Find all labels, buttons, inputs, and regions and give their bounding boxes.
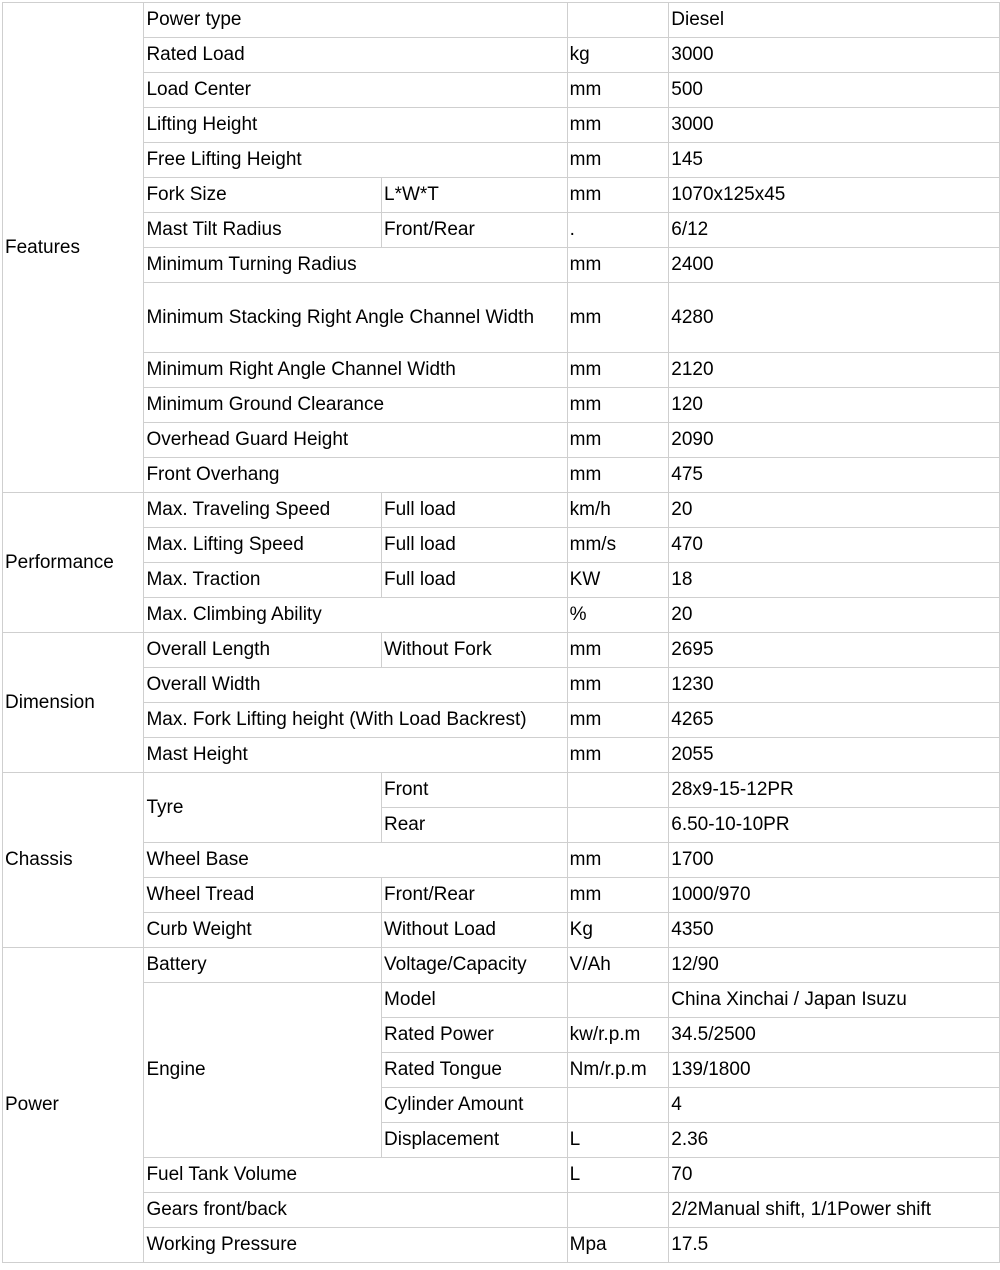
item-label: Rated Load	[144, 38, 567, 73]
item-label: Tyre	[144, 773, 382, 843]
item-unit: Mpa	[567, 1228, 669, 1263]
item-value: 20	[669, 493, 1000, 528]
item-condition: Front/Rear	[382, 213, 568, 248]
item-value: 2.36	[669, 1123, 1000, 1158]
item-label: Minimum Turning Radius	[144, 248, 567, 283]
item-unit	[567, 1088, 669, 1123]
item-condition: Cylinder Amount	[382, 1088, 568, 1123]
item-unit: km/h	[567, 493, 669, 528]
spec-row	[3, 353, 1000, 388]
item-unit: mm	[567, 668, 669, 703]
spec-row	[3, 108, 1000, 143]
item-label: Max. Climbing Ability	[144, 598, 567, 633]
item-value: 470	[669, 528, 1000, 563]
category-cell: Power	[3, 948, 144, 1263]
spec-row	[3, 73, 1000, 108]
spec-row	[3, 1193, 1000, 1228]
spec-row	[3, 913, 1000, 948]
item-label: Curb Weight	[144, 913, 382, 948]
category-cell: Dimension	[3, 633, 144, 773]
item-unit	[567, 3, 669, 38]
item-unit: L	[567, 1158, 669, 1193]
item-label: Max. Traction	[144, 563, 382, 598]
spec-table-body	[3, 3, 1000, 1263]
spec-row	[3, 248, 1000, 283]
item-label: Overall Width	[144, 668, 567, 703]
spec-row	[3, 738, 1000, 773]
item-condition: Full load	[382, 563, 568, 598]
item-condition: Front	[382, 773, 568, 808]
item-label: Minimum Stacking Right Angle Channel Width	[144, 283, 567, 353]
item-unit: mm	[567, 388, 669, 423]
item-condition: Rated Tongue	[382, 1053, 568, 1088]
item-label: Max. Traveling Speed	[144, 493, 382, 528]
item-value: 1070x125x45	[669, 178, 1000, 213]
item-value: 4	[669, 1088, 1000, 1123]
item-value: 28x9-15-12PR	[669, 773, 1000, 808]
item-unit: mm	[567, 178, 669, 213]
spec-row	[3, 843, 1000, 878]
item-unit: mm	[567, 143, 669, 178]
item-condition: Front/Rear	[382, 878, 568, 913]
item-unit: V/Ah	[567, 948, 669, 983]
item-label: Working Pressure	[144, 1228, 567, 1263]
item-value: 4350	[669, 913, 1000, 948]
item-value: 1000/970	[669, 878, 1000, 913]
item-value: 475	[669, 458, 1000, 493]
spec-row	[3, 528, 1000, 563]
item-condition: Without Load	[382, 913, 568, 948]
spec-row	[3, 213, 1000, 248]
item-unit: mm	[567, 353, 669, 388]
item-label: Power type	[144, 3, 567, 38]
item-value: 2055	[669, 738, 1000, 773]
item-value: 12/90	[669, 948, 1000, 983]
item-unit: mm/s	[567, 528, 669, 563]
item-value: 17.5	[669, 1228, 1000, 1263]
item-label: Lifting Height	[144, 108, 567, 143]
item-value: 500	[669, 73, 1000, 108]
item-condition: L*W*T	[382, 178, 568, 213]
item-label: Fuel Tank Volume	[144, 1158, 567, 1193]
item-condition: Rear	[382, 808, 568, 843]
spec-row	[3, 983, 1000, 1018]
category-cell: Features	[3, 3, 144, 493]
item-unit: mm	[567, 738, 669, 773]
item-label: Free Lifting Height	[144, 143, 567, 178]
spec-row	[3, 388, 1000, 423]
item-label: Max. Fork Lifting height (With Load Backrest)	[144, 703, 567, 738]
item-unit: mm	[567, 248, 669, 283]
item-label: Minimum Ground Clearance	[144, 388, 567, 423]
item-label: Mast Tilt Radius	[144, 213, 382, 248]
item-unit: mm	[567, 703, 669, 738]
item-value: 2/2Manual shift, 1/1Power shift	[669, 1193, 1000, 1228]
item-condition: Rated Power	[382, 1018, 568, 1053]
item-condition: Displacement	[382, 1123, 568, 1158]
item-label: Max. Lifting Speed	[144, 528, 382, 563]
item-unit: Kg	[567, 913, 669, 948]
item-label: Wheel Tread	[144, 878, 382, 913]
spec-row	[3, 1158, 1000, 1193]
item-label: Overall Length	[144, 633, 382, 668]
item-value: 2400	[669, 248, 1000, 283]
item-unit: mm	[567, 423, 669, 458]
item-value: 2695	[669, 633, 1000, 668]
item-value: 70	[669, 1158, 1000, 1193]
item-value: 6/12	[669, 213, 1000, 248]
item-label: Fork Size	[144, 178, 382, 213]
item-label: Minimum Right Angle Channel Width	[144, 353, 567, 388]
item-value: 1700	[669, 843, 1000, 878]
spec-row	[3, 283, 1000, 353]
item-label: Overhead Guard Height	[144, 423, 567, 458]
item-value: 139/1800	[669, 1053, 1000, 1088]
spec-row	[3, 563, 1000, 598]
spec-row	[3, 458, 1000, 493]
item-unit	[567, 773, 669, 808]
item-value: 145	[669, 143, 1000, 178]
item-value: 2090	[669, 423, 1000, 458]
spec-row	[3, 423, 1000, 458]
item-unit: kg	[567, 38, 669, 73]
item-value: 120	[669, 388, 1000, 423]
item-value: 6.50-10-10PR	[669, 808, 1000, 843]
item-condition: Full load	[382, 528, 568, 563]
item-value: China Xinchai / Japan Isuzu	[669, 983, 1000, 1018]
spec-table	[2, 2, 1000, 1263]
spec-row	[3, 598, 1000, 633]
item-unit: .	[567, 213, 669, 248]
item-unit: mm	[567, 633, 669, 668]
item-value: 4265	[669, 703, 1000, 738]
item-unit	[567, 808, 669, 843]
item-unit: kw/r.p.m	[567, 1018, 669, 1053]
item-unit: Nm/r.p.m	[567, 1053, 669, 1088]
item-unit: L	[567, 1123, 669, 1158]
item-unit: mm	[567, 283, 669, 353]
item-value: 3000	[669, 108, 1000, 143]
item-label: Front Overhang	[144, 458, 567, 493]
item-unit: mm	[567, 73, 669, 108]
item-condition: Full load	[382, 493, 568, 528]
spec-row	[3, 3, 1000, 38]
item-value: 3000	[669, 38, 1000, 73]
spec-row	[3, 703, 1000, 738]
spec-row	[3, 773, 1000, 808]
item-unit: KW	[567, 563, 669, 598]
spec-row	[3, 38, 1000, 73]
item-value: Diesel	[669, 3, 1000, 38]
category-cell: Chassis	[3, 773, 144, 948]
item-unit	[567, 1193, 669, 1228]
item-unit: mm	[567, 458, 669, 493]
item-value: 18	[669, 563, 1000, 598]
spec-row	[3, 178, 1000, 213]
spec-row	[3, 143, 1000, 178]
item-label: Battery	[144, 948, 382, 983]
item-unit	[567, 983, 669, 1018]
item-condition: Without Fork	[382, 633, 568, 668]
item-label: Wheel Base	[144, 843, 567, 878]
spec-row	[3, 878, 1000, 913]
item-value: 20	[669, 598, 1000, 633]
spec-row	[3, 948, 1000, 983]
item-condition: Model	[382, 983, 568, 1018]
item-value: 34.5/2500	[669, 1018, 1000, 1053]
spec-row	[3, 493, 1000, 528]
item-unit: mm	[567, 843, 669, 878]
item-value: 4280	[669, 283, 1000, 353]
item-label: Engine	[144, 983, 382, 1158]
item-label: Mast Height	[144, 738, 567, 773]
item-unit: mm	[567, 108, 669, 143]
item-unit: %	[567, 598, 669, 633]
item-label: Load Center	[144, 73, 567, 108]
item-label: Gears front/back	[144, 1193, 567, 1228]
spec-row	[3, 668, 1000, 703]
item-value: 2120	[669, 353, 1000, 388]
spec-row	[3, 633, 1000, 668]
item-condition: Voltage/Capacity	[382, 948, 568, 983]
category-cell: Performance	[3, 493, 144, 633]
item-unit: mm	[567, 878, 669, 913]
item-value: 1230	[669, 668, 1000, 703]
spec-row	[3, 1228, 1000, 1263]
